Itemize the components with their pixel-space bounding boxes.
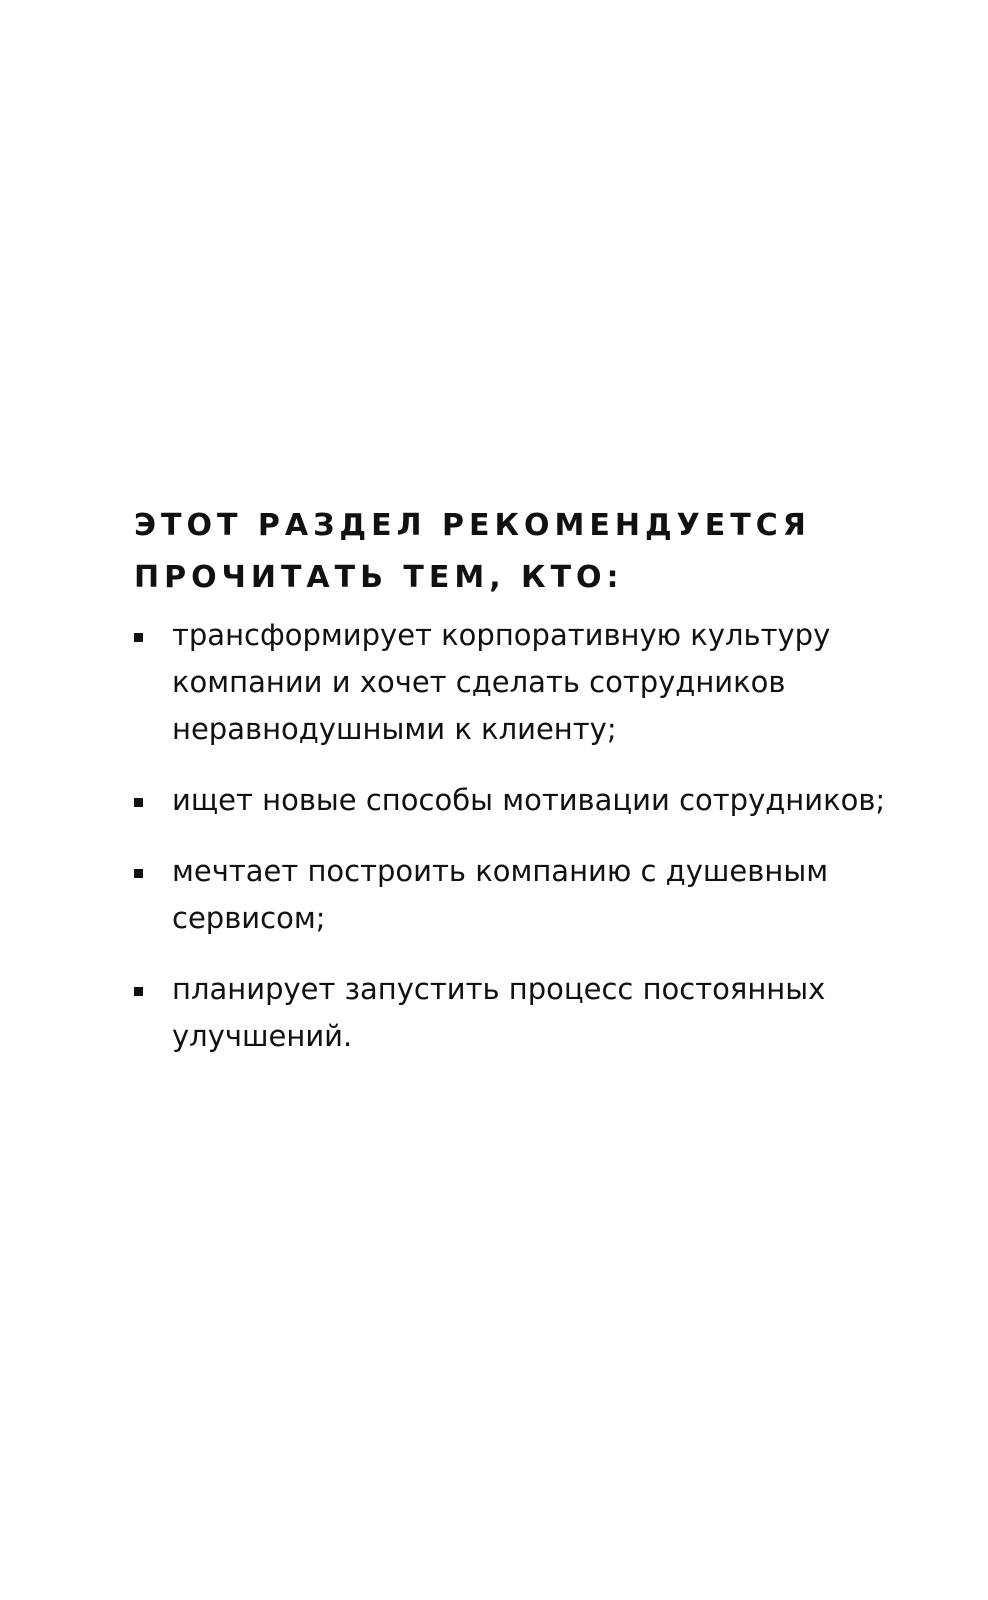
square-bullet-icon	[134, 633, 143, 642]
list-item-text	[172, 612, 934, 753]
list-item-line: улучшений.	[172, 1019, 353, 1053]
list-item	[134, 966, 934, 1060]
list-item-text	[172, 848, 934, 942]
list-item-line: неравнодушными к клиенту;	[172, 712, 617, 746]
list-item-line: сервисом;	[172, 901, 326, 935]
heading-line: ЭТОТ РАЗДЕЛ РЕКОМЕНДУЕТСЯ	[134, 508, 811, 543]
heading-line: ПРОЧИТАТЬ ТЕМ, КТО:	[134, 560, 624, 595]
list-item-line: ищет новые способы мотивации сотрудников;	[172, 783, 886, 817]
square-bullet-icon	[134, 869, 143, 878]
list-item-line: мечтает построить компанию с душевным	[172, 854, 829, 888]
section-heading	[134, 500, 934, 604]
square-bullet-icon	[134, 798, 143, 807]
square-bullet-icon	[134, 987, 143, 996]
list-item	[134, 612, 934, 753]
list-item-line: планирует запустить процесс постоянных	[172, 972, 826, 1006]
list-item-line: компании и хочет сделать сотрудников	[172, 665, 786, 699]
list-item	[134, 777, 934, 824]
list-item	[134, 848, 934, 942]
list-item-text	[172, 777, 934, 824]
audience-list	[134, 612, 934, 1084]
list-item-line: трансформирует корпоративную культуру	[172, 618, 831, 652]
list-item-text	[172, 966, 934, 1060]
